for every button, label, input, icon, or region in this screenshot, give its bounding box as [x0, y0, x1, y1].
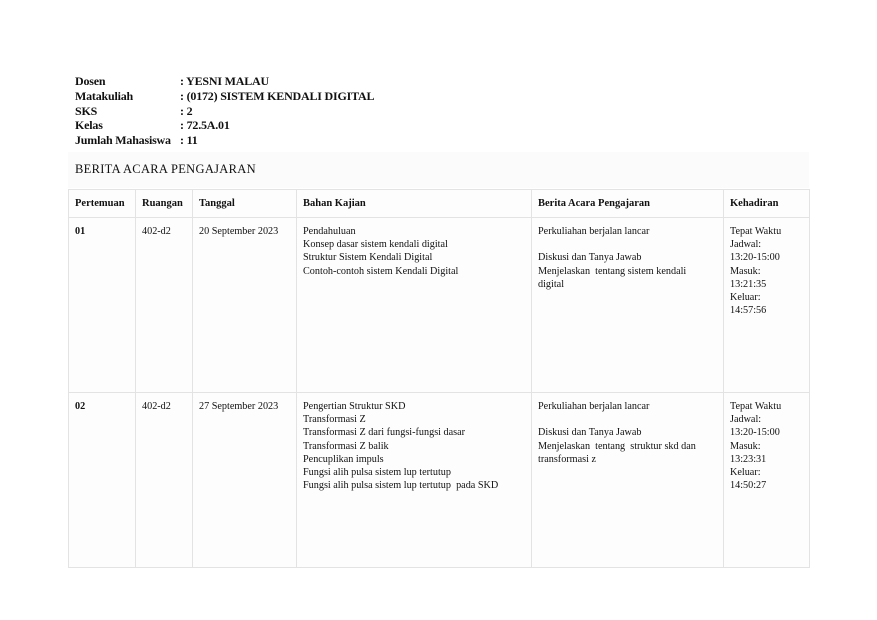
berita-acara-cell: [532, 218, 724, 393]
berita-line: Menjelaskan tentang struktur skd dan: [538, 440, 696, 452]
pertemuan-cell: 01: [69, 218, 136, 393]
tanggal-cell: 27 September 2023: [193, 393, 297, 568]
info-row-sks: [75, 104, 374, 119]
column-header-bahan-kajian: Bahan Kajian: [297, 190, 532, 218]
kehadiran-line: Keluar:: [730, 292, 761, 304]
info-value: : 11: [180, 133, 198, 148]
berita-line: Diskusi dan Tanya Jawab: [538, 252, 642, 264]
kehadiran-status: Tepat Waktu: [730, 401, 782, 412]
info-value: : 2: [180, 103, 193, 118]
teaching-record-table: [68, 189, 810, 568]
info-label: Matakuliah: [75, 88, 134, 103]
kehadiran-cell: [724, 393, 810, 568]
kehadiran-cell: [724, 218, 810, 393]
kehadiran-line: Keluar:: [730, 467, 761, 479]
info-row-dosen: [75, 74, 374, 89]
bahan-line: Fungsi alih pulsa sistem lup tertutup: [303, 467, 451, 479]
column-header-pertemuan: Pertemuan: [69, 190, 136, 218]
info-value: : YESNI MALAU: [180, 74, 269, 88]
ruangan-cell: 402-d2: [136, 218, 193, 393]
bahan-line: Pendahuluan: [303, 226, 356, 237]
info-row-kelas: [75, 118, 374, 133]
info-value: : 72.5A.01: [180, 118, 230, 133]
bahan-line: Konsep dasar sistem kendali digital: [303, 239, 448, 251]
kehadiran-line: 13:23:31: [730, 453, 767, 465]
bahan-kajian-cell: [297, 393, 532, 568]
pertemuan-cell: 02: [69, 393, 136, 568]
ruangan-cell: 402-d2: [136, 393, 193, 568]
column-header-tanggal: Tanggal: [193, 190, 297, 218]
kehadiran-line: 14:50:27: [730, 480, 767, 492]
berita-line: digital: [538, 278, 565, 290]
lecture-info-header: [75, 74, 374, 148]
berita-line: Diskusi dan Tanya Jawab: [538, 427, 642, 439]
column-header-kehadiran: Kehadiran: [724, 190, 810, 218]
kehadiran-line: 13:21:35: [730, 278, 767, 290]
berita-line: Perkuliahan berjalan lancar: [538, 226, 650, 237]
kehadiran-line: Masuk:: [730, 440, 761, 452]
bahan-line: Fungsi alih pulsa sistem lup tertutup pada SKD: [303, 480, 499, 492]
info-row-matakuliah: [75, 89, 374, 104]
table-row: [69, 393, 810, 568]
table-row: [69, 218, 810, 393]
info-value: : (0172) SISTEM KENDALI DIGITAL: [180, 88, 375, 103]
info-label: Jumlah Mahasiswa: [75, 133, 171, 148]
section-title: BERITA ACARA PENGAJARAN: [68, 152, 809, 188]
bahan-kajian-cell: [297, 218, 532, 393]
berita-line: Perkuliahan berjalan lancar: [538, 401, 650, 412]
berita-spacer: [538, 413, 717, 426]
column-header-ruangan: Ruangan: [136, 190, 193, 218]
bahan-line: Pencuplikan impuls: [303, 453, 384, 465]
bahan-line: Transformasi Z balik: [303, 440, 389, 452]
info-row-jumlah-mahasiswa: [75, 133, 374, 148]
column-header-berita-acara: Berita Acara Pengajaran: [532, 190, 724, 218]
berita-spacer: [538, 238, 717, 251]
kehadiran-line: Jadwal:: [730, 239, 762, 251]
table-header-row: [69, 190, 810, 218]
info-label: Dosen: [75, 74, 106, 88]
tanggal-cell: 20 September 2023: [193, 218, 297, 393]
kehadiran-line: Masuk:: [730, 265, 761, 277]
berita-line: transformasi z: [538, 453, 596, 465]
bahan-line: Contoh-contoh sistem Kendali Digital: [303, 265, 459, 277]
kehadiran-line: 13:20-15:00: [730, 427, 780, 439]
berita-acara-cell: [532, 393, 724, 568]
kehadiran-line: Jadwal:: [730, 414, 762, 426]
bahan-line: Pengertian Struktur SKD: [303, 401, 406, 412]
info-label: Kelas: [75, 118, 103, 133]
bahan-line: Transformasi Z: [303, 414, 366, 426]
kehadiran-line: 13:20-15:00: [730, 252, 780, 264]
bahan-line: Transformasi Z dari fungsi-fungsi dasar: [303, 427, 466, 439]
kehadiran-status: Tepat Waktu: [730, 226, 782, 237]
kehadiran-line: 14:57:56: [730, 305, 767, 317]
bahan-line: Struktur Sistem Kendali Digital: [303, 252, 433, 264]
info-label: SKS: [75, 103, 98, 118]
berita-line: Menjelaskan tentang sistem kendali: [538, 265, 687, 277]
